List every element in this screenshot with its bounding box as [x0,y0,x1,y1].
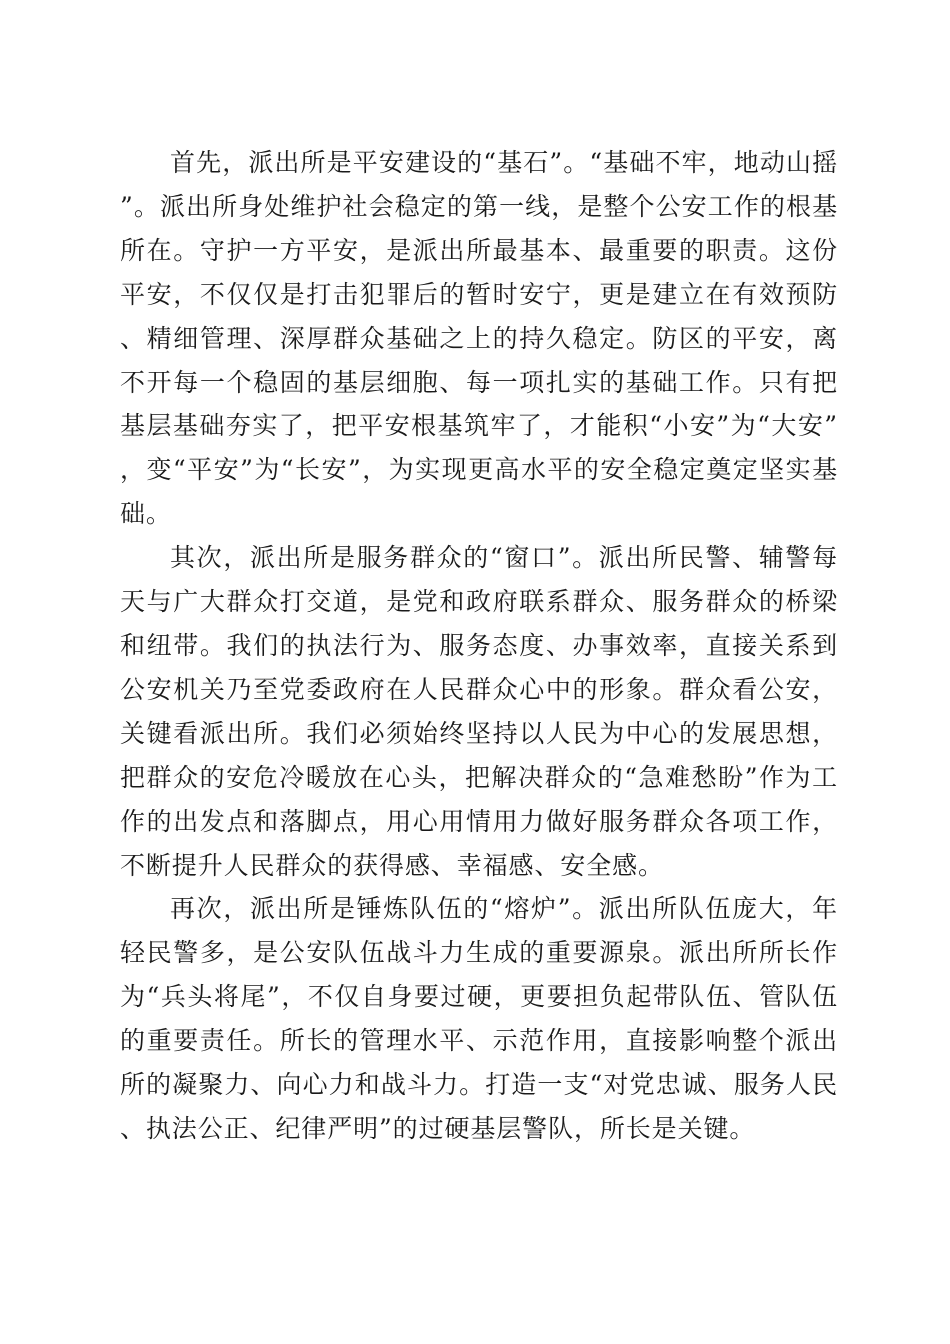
paragraph-service-window: 其次，派出所是服务群众的“窗口”。派出所民警、辅警每天与广大群众打交道，是党和政府联系群众、服务群众的桥梁和纽带。我们的执法行为、服务态度、办事效率，直接关系到公安机关乃至党委政府在人民群众心中的形象。群众看公安，关键看派出所。我们必须始终坚持以人民为中心的发展思想，把群众的安危冷暖放在心头，把解决群众的“急难愁盼”作为工作的出发点和落脚点，用心用情用力做好服务群众各项工作，不断提升人民群众的获得感、幸福感、安全感。 [120,543,838,880]
body-text [120,141,838,1151]
paragraph-foundation: 首先，派出所是平安建设的“基石”。“基础不牢，地动山摇”。派出所身处维护社会稳定的第一线，是整个公安工作的根基所在。守护一方平安，是派出所最基本、最重要的职责。这份平安，不仅仅是打击犯罪后的暂时安宁，更是建立在有效预防、精细管理、深厚群众基础之上的持久稳定。防区的平安，离不开每一个稳固的基层细胞、每一项扎实的基础工作。只有把基层基础夯实了，把平安根基筑牢了，才能积“小安”为“大安”，变“平安”为“长安”，为实现更高水平的安全稳定奠定坚实基础。 [120,148,838,529]
paragraph-team-furnace: 再次，派出所是锤炼队伍的“熔炉”。派出所队伍庞大，年轻民警多，是公安队伍战斗力生成的重要源泉。派出所所长作为“兵头将尾”，不仅自身要过硬，更要担负起带队伍、管队伍的重要责任。所长的管理水平、示范作用，直接影响整个派出所的凝聚力、向心力和战斗力。打造一支“对党忠诚、服务人民、执法公正、纪律严明”的过硬基层警队，所长是关键。 [120,894,838,1143]
